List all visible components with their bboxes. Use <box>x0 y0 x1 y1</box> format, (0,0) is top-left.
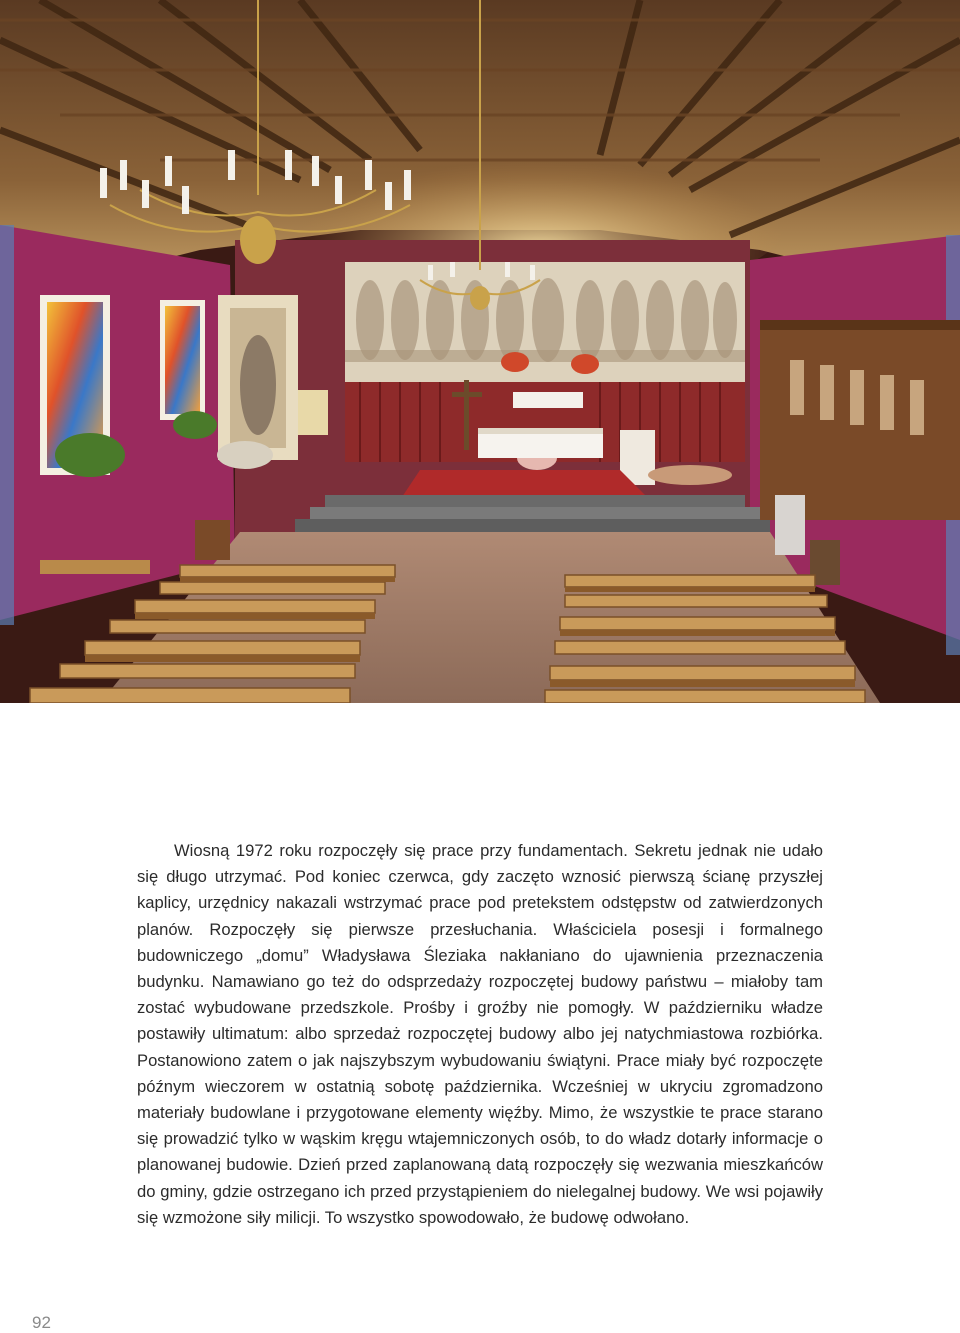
body-paragraph: Wiosną 1972 roku rozpoczęły się prace przy fundamentach. Sekretu jednak nie udało się długo utrzymać. Pod koniec czerwca, gdy zaczęto wznosić pierwszą ścianę przyszłej kaplicy, urzędnicy nakazali wstrzymać prace pod pretekstem odstępstw od zatwierdzonych planów. Rozpoczęły się pierwsze przesłuchania. Właściciela posesji i formalnego budowniczego „domu” Władysława Śleziaka nakłaniano do ujawnienia przeznaczenia budynku. Namawiano go też do odsprzedaży rozpoczętej budowy państwu – miałoby tam zostać wybudowane przedszkole. Prośby i groźby nie pomogły. W październiku władze postawiły ultimatum: albo sprzedaż rozpoczętej budowy albo jej natychmiastowa rozbiórka. Postanowiono zatem o jak najszybszym wybudowaniu świątyni. Prace miały być rozpoczęte późnym wieczorem w ostatnią sobotę października. Wcześniej w ukryciu zgromadzono materiały budowlane i przygotowane elementy więźby. Mimo, że wszystkie te prace starano się prowadzić tylko w wąskim kręgu wtajemniczonych osób, to do władz dotarły informacje o planowanej budowie. Dzień przed zaplanowaną datą rozpoczęły się wezwania mieszkańców do gminy, gdzie ostrzegano ich przed przystąpieniem do nielegalnej budowy. We wsi pojawiły się wzmożone siły milicji. To wszystko spowodowało, że budowę odwołano. <box>137 841 823 1227</box>
body-text <box>137 838 823 1231</box>
page-number: 92 <box>32 1313 51 1332</box>
